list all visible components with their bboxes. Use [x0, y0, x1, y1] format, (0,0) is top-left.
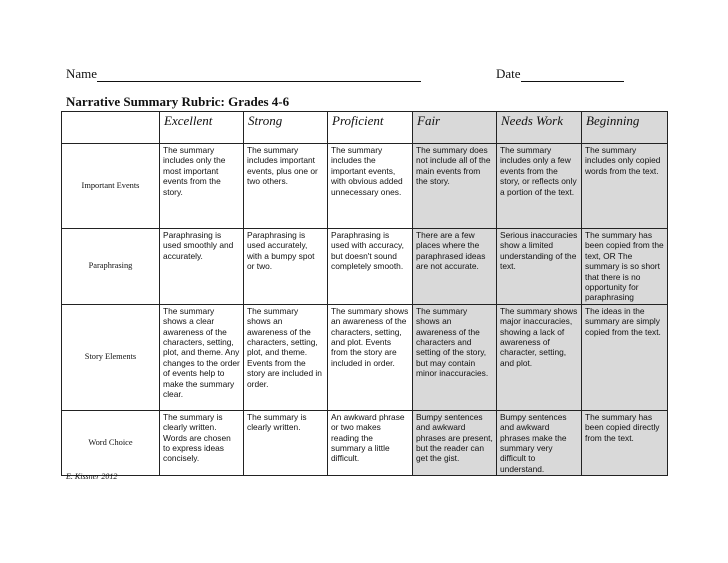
table-cell: The summary includes the important events, with obvious added unnecessary ones. — [328, 144, 413, 229]
table-cell: The summary shows an awareness of the characters and setting of the story, but may contain minor inaccuracies. — [413, 304, 497, 410]
row-header-paraphrasing: Paraphrasing — [62, 229, 160, 305]
table-cell: The summary includes only the most important events from the story. — [160, 144, 244, 229]
table-cell: Paraphrasing is used with accuracy, but doesn't sound completely smooth. — [328, 229, 413, 305]
author-credit: E. Kissner 2012 — [66, 472, 118, 481]
table-cell: The summary shows major inaccuracies, showing a lack of awareness of character, setting, and plot. — [497, 304, 582, 410]
name-label: Name — [66, 66, 98, 81]
column-header-needs-work: Needs Work — [497, 112, 582, 144]
table-row — [62, 410, 668, 475]
table-cell: The summary shows an awareness of the characters, setting, plot, and theme. Events from the story are included in order. — [244, 304, 328, 410]
rubric-table — [61, 111, 668, 476]
table-cell: The summary includes only copied words from the text. — [582, 144, 668, 229]
column-header-excellent: Excellent — [160, 112, 244, 144]
corner-cell — [62, 112, 160, 144]
date-field[interactable] — [496, 66, 624, 82]
table-cell: The summary shows an awareness of the characters, setting, and plot. Events from the story are included in order. — [328, 304, 413, 410]
name-field[interactable] — [66, 66, 421, 82]
table-row — [62, 304, 668, 410]
table-cell: The summary does not include all of the main events from the story. — [413, 144, 497, 229]
column-header-strong: Strong — [244, 112, 328, 144]
row-header-important-events: Important Events — [62, 144, 160, 229]
date-blank[interactable] — [521, 69, 624, 82]
table-header-row — [62, 112, 668, 144]
table-cell: Serious inaccuracies show a limited understanding of the text. — [497, 229, 582, 305]
table-cell: There are a few places where the paraphrased ideas are not accurate. — [413, 229, 497, 305]
table-cell: The ideas in the summary are simply copied from the text. — [582, 304, 668, 410]
name-blank[interactable] — [97, 69, 421, 82]
table-cell: Paraphrasing is used smoothly and accurately. — [160, 229, 244, 305]
table-row — [62, 144, 668, 229]
table-cell: The summary has been copied directly from the text. — [582, 410, 668, 475]
table-cell: The summary includes important events, plus one or two others. — [244, 144, 328, 229]
table-cell: The summary is clearly written. — [244, 410, 328, 475]
table-cell: Bumpy sentences and awkward phrases are present, but the reader can get the gist. — [413, 410, 497, 475]
table-cell: Paraphrasing is used accurately, with a bumpy spot or two. — [244, 229, 328, 305]
table-cell: Bumpy sentences and awkward phrases make the summary very difficult to understand. — [497, 410, 582, 475]
rubric-title: Narrative Summary Rubric: Grades 4-6 — [66, 94, 290, 109]
table-cell: An awkward phrase or two makes reading the summary a little difficult. — [328, 410, 413, 475]
table-cell: The summary has been copied from the text, OR The summary is so short that there is no opportunity for paraphrasing — [582, 229, 668, 305]
column-header-beginning: Beginning — [582, 112, 668, 144]
row-header-story-elements: Story Elements — [62, 304, 160, 410]
table-cell: The summary includes only a few events from the story, or reflects only a portion of the text. — [497, 144, 582, 229]
row-header-word-choice: Word Choice — [62, 410, 160, 475]
date-label: Date — [496, 66, 521, 81]
column-header-proficient: Proficient — [328, 112, 413, 144]
table-cell: The summary shows a clear awareness of the characters, setting, plot, and theme. Any changes to the order of events help to make the summary clear. — [160, 304, 244, 410]
column-header-fair: Fair — [413, 112, 497, 144]
table-row — [62, 229, 668, 305]
table-cell: The summary is clearly written. Words are chosen to express ideas concisely. — [160, 410, 244, 475]
